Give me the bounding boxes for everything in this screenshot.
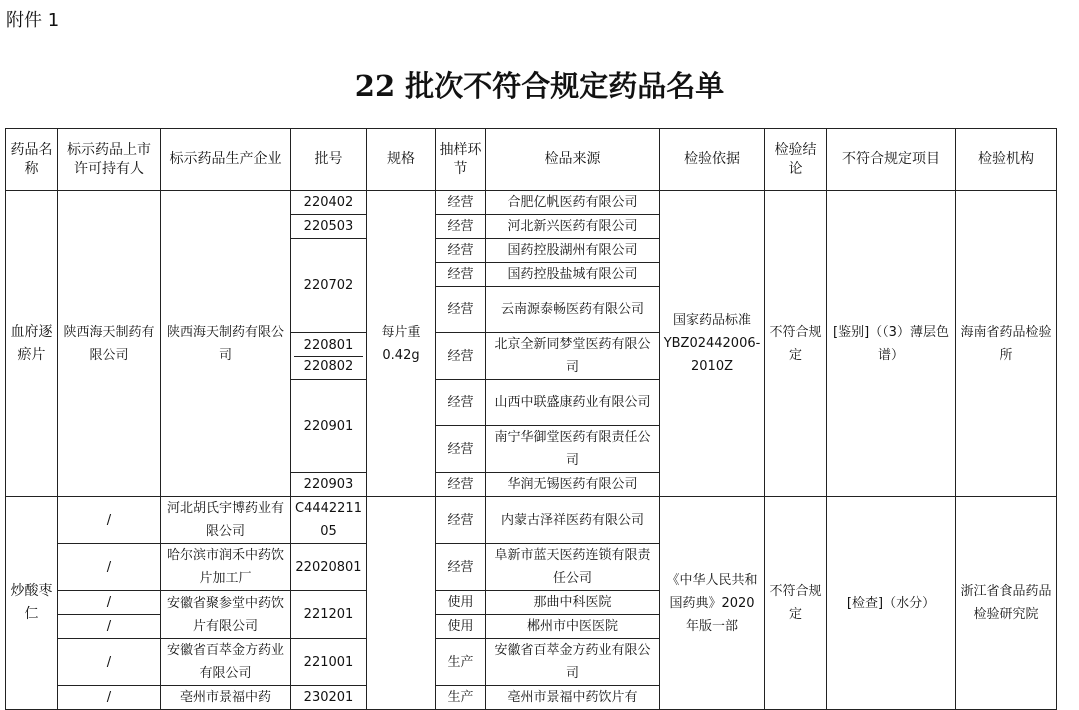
holder-cell: /	[58, 615, 161, 639]
header-cell: 检验依据	[660, 129, 765, 191]
batch-cell: 220702	[291, 239, 367, 333]
batch-cell: C444221105	[291, 497, 367, 544]
batch-cell: 221201	[291, 591, 367, 639]
stage-cell: 经营	[436, 497, 486, 544]
source-cell: 阜新市蓝天医药连锁有限责任公司	[486, 544, 660, 591]
stage-cell: 经营	[436, 263, 486, 287]
header-cell: 抽样环节	[436, 129, 486, 191]
header-cell: 标示药品生产企业	[161, 129, 291, 191]
source-cell: 云南源泰畅医药有限公司	[486, 287, 660, 333]
table-row	[6, 191, 1057, 215]
basis-cell: 国家药品标准YBZ02442006-2010Z	[660, 191, 765, 497]
maker-cell: 哈尔滨市润禾中药饮片加工厂	[161, 544, 291, 591]
document-title: 22 批次不符合规定药品名单	[354, 69, 725, 103]
stage-cell: 经营	[436, 380, 486, 426]
stage-cell: 生产	[436, 686, 486, 710]
source-cell: 国药控股盐城有限公司	[486, 263, 660, 287]
stage-cell: 经营	[436, 215, 486, 239]
basis-cell: 《中华人民共和国药典》2020 年版一部	[660, 497, 765, 710]
conclusion-cell: 不符合规定	[765, 497, 827, 710]
batch-value: 220802	[303, 358, 354, 374]
header-cell: 检验机构	[956, 129, 1057, 191]
stage-cell: 使用	[436, 591, 486, 615]
batch-cell: 230201	[291, 686, 367, 710]
batch-cell: 220402	[291, 191, 367, 215]
source-cell: 内蒙古泽祥医药有限公司	[486, 497, 660, 544]
batch-cell	[291, 333, 367, 380]
source-cell: 南宁华御堂医药有限责任公司	[486, 426, 660, 473]
spec-cell	[367, 497, 436, 710]
attachment-label: 附件 1	[6, 10, 60, 31]
source-cell: 山西中联盛康药业有限公司	[486, 380, 660, 426]
item-cell: [鉴别]（（3）薄层色谱）	[827, 191, 956, 497]
stage-cell: 经营	[436, 287, 486, 333]
stage-cell: 经营	[436, 426, 486, 473]
batch-value: 220801	[294, 336, 363, 357]
stage-cell: 经营	[436, 239, 486, 263]
header-cell: 检品来源	[486, 129, 660, 191]
header-row	[6, 129, 1057, 191]
table-row	[6, 497, 1057, 544]
header-cell: 检验结论	[765, 129, 827, 191]
drug-name-cell: 炒酸枣仁	[6, 497, 58, 710]
nonconforming-drug-table	[5, 128, 1057, 710]
batch-cell: 22020801	[291, 544, 367, 591]
holder-cell: /	[58, 639, 161, 686]
header-cell: 规格	[367, 129, 436, 191]
stage-cell: 经营	[436, 544, 486, 591]
holder-cell: /	[58, 686, 161, 710]
source-cell: 安徽省百萃金方药业有限公司	[486, 639, 660, 686]
stage-cell: 使用	[436, 615, 486, 639]
maker-cell: 安徽省百萃金方药业有限公司	[161, 639, 291, 686]
institute-cell: 浙江省食品药品检验研究院	[956, 497, 1057, 710]
holder-cell: /	[58, 544, 161, 591]
conclusion-cell: 不符合规定	[765, 191, 827, 497]
source-cell: 华润无锡医药有限公司	[486, 473, 660, 497]
stage-cell: 经营	[436, 473, 486, 497]
holder-cell: /	[58, 591, 161, 615]
source-cell: 亳州市景福中药饮片有	[486, 686, 660, 710]
stage-cell: 经营	[436, 191, 486, 215]
maker-cell: 亳州市景福中药	[161, 686, 291, 710]
source-cell: 北京全新同梦堂医药有限公司	[486, 333, 660, 380]
item-cell: [检查]（水分）	[827, 497, 956, 710]
maker-cell: 安徽省聚参堂中药饮片有限公司	[161, 591, 291, 639]
batch-cell: 220903	[291, 473, 367, 497]
maker-cell: 河北胡氏宇博药业有限公司	[161, 497, 291, 544]
maker-cell: 陕西海天制药有限公司	[161, 191, 291, 497]
stage-cell: 生产	[436, 639, 486, 686]
drug-name-cell: 血府逐瘀片	[6, 191, 58, 497]
holder-cell: 陕西海天制药有限公司	[58, 191, 161, 497]
source-cell: 合肥亿帆医药有限公司	[486, 191, 660, 215]
header-cell: 标示药品上市许可持有人	[58, 129, 161, 191]
institute-cell: 海南省药品检验所	[956, 191, 1057, 497]
holder-cell: /	[58, 497, 161, 544]
source-cell: 那曲中科医院	[486, 591, 660, 615]
header-cell: 不符合规定项目	[827, 129, 956, 191]
batch-cell: 220901	[291, 380, 367, 473]
spec-cell: 每片重0.42g	[367, 191, 436, 497]
source-cell: 郴州市中医医院	[486, 615, 660, 639]
batch-cell: 221001	[291, 639, 367, 686]
source-cell: 国药控股湖州有限公司	[486, 239, 660, 263]
batch-cell: 220503	[291, 215, 367, 239]
header-cell: 批号	[291, 129, 367, 191]
source-cell: 河北新兴医药有限公司	[486, 215, 660, 239]
stage-cell: 经营	[436, 333, 486, 380]
header-cell: 药品名称	[6, 129, 58, 191]
